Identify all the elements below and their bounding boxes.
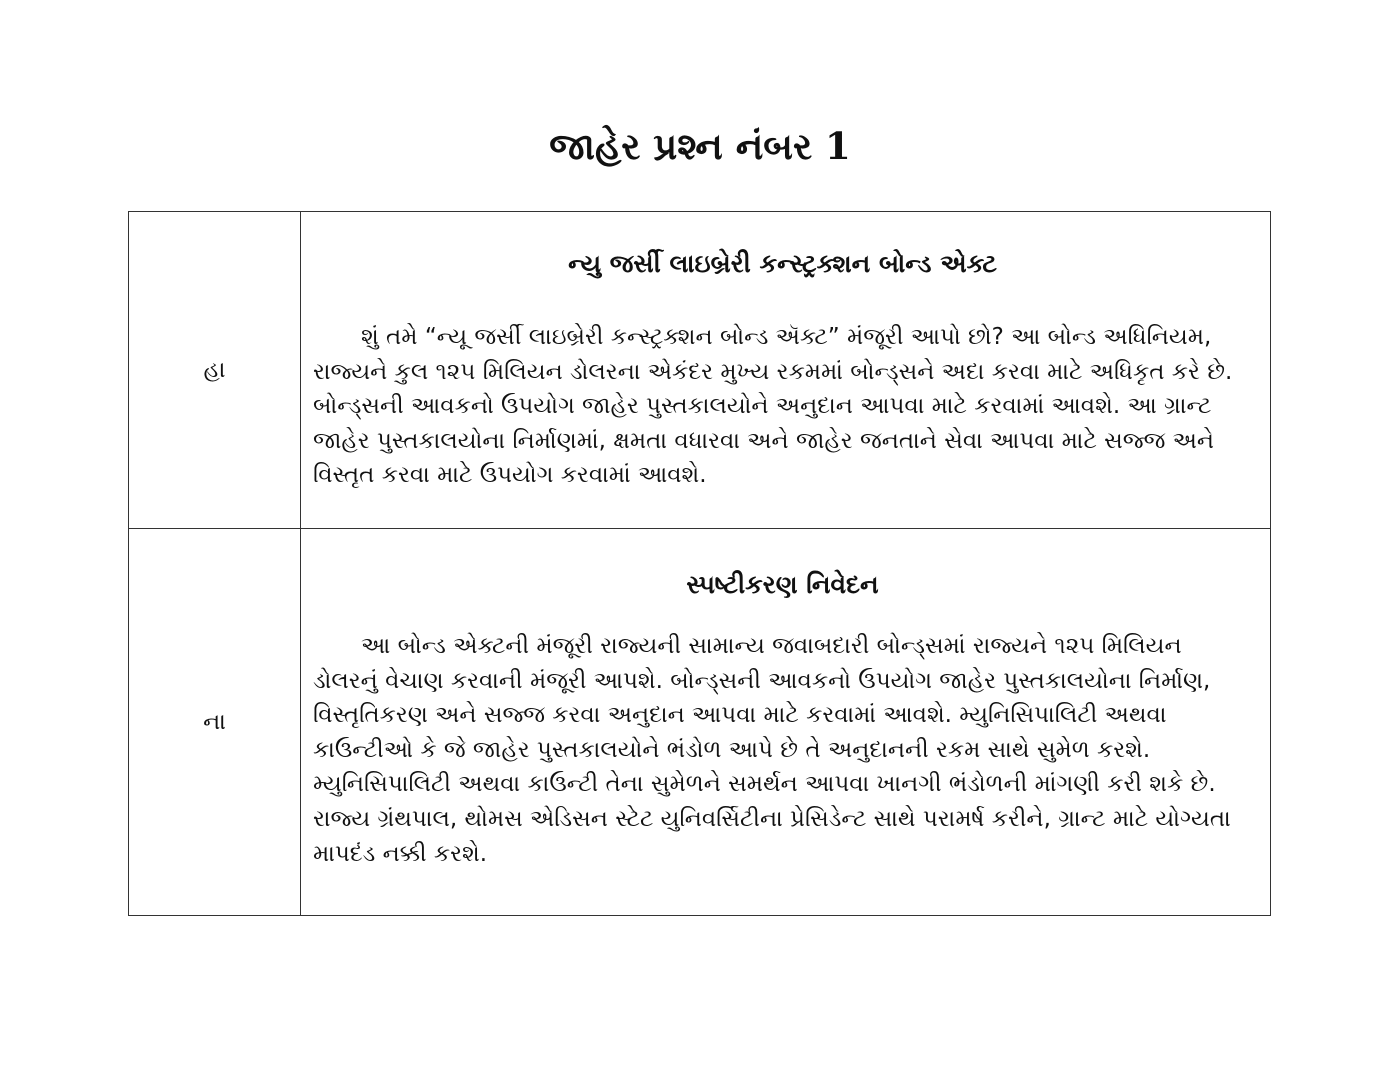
interpretive-statement-cell	[301, 529, 1270, 915]
interpretive-statement-text: આ બોન્ડ એક્ટની મંજૂરી રાજ્યની સામાન્ય જવાબદારી બોન્ડ્સમાં રાજ્યને ૧૨૫ મિલિયન ડોલરનું વેચાણ કરવાની મંજૂરી આપશે. બોન્ડ્સની આવકનો ઉપયોગ જાહેર પુસ્તકાલયોના નિર્માણ, વિસ્તૃતિકરણ અને સજ્જ કરવા અનુદાન આપવા માટે કરવામાં આવશે. મ્યુનિસિપાલિટી અથવા કાઉન્ટીઓ કે જે જાહેર પુસ્તકાલયોને ભંડોળ આપે છે તે અનુદાનની રકમ સાથે સુમેળ કરશે. મ્યુનિસિપાલિટી અથવા કાઉન્ટી તેના સુમેળને સમર્થન આપવા ખાનગી ભંડોળની માંગણી કરી શકે છે. રાજ્ય ગ્રંથપાલ, થોમસ એડિસન સ્ટેટ યુનિવર્સિટીના પ્રેસિડેન્ટ સાથે પરામર્ષ કરીને, ગ્રાન્ટ માટે યોગ્યતા માપદંડ નક્કી કરશે.	[313, 633, 1231, 867]
question-heading: ન્યુ જર્સી લાઇબ્રેરી કન્સ્ટ્રક્શન બોન્ડ એક્ટ	[568, 249, 997, 278]
vote-label-no: ના	[129, 529, 301, 915]
question-text: શું તમે “ન્યૂ જર્સી લાઇબ્રેરી કન્સ્ટ્રક્શન બોન્ડ ઍક્ટ” મંજૂરી આપો છો? આ બોન્ડ અધિનિયમ, રાજ્યને કુલ ૧૨૫ મિલિયન ડોલરના એકંદર મુખ્ય રકમમાં બોન્ડ્સને અદા કરવા માટે અધિકૃત કરે છે. બોન્ડ્સની આવકનો ઉપયોગ જાહેર પુસ્તકાલયોને અનુદાન આપવા માટે કરવામાં આવશે. આ ગ્રાન્ટ જાહેર પુસ્તકાલયોના નિર્માણમાં, ક્ષમતા વધારવા અને જાહેર જનતાને સેવા આપવા માટે સજ્જ અને વિસ્તૃત કરવા માટે ઉપયોગ કરવામાં આવશે.	[313, 324, 1233, 489]
table-row-no	[129, 529, 1270, 915]
question-cell	[301, 212, 1270, 528]
page-title: જાહેર પ્રશ્ન નંબર 1	[549, 124, 851, 168]
vote-label-yes: હા	[129, 212, 301, 528]
table-row-yes	[129, 212, 1270, 529]
interpretive-statement-heading: સ્પષ્ટીકરણ નિવેદન	[686, 570, 879, 599]
ballot-question-table	[128, 211, 1271, 916]
